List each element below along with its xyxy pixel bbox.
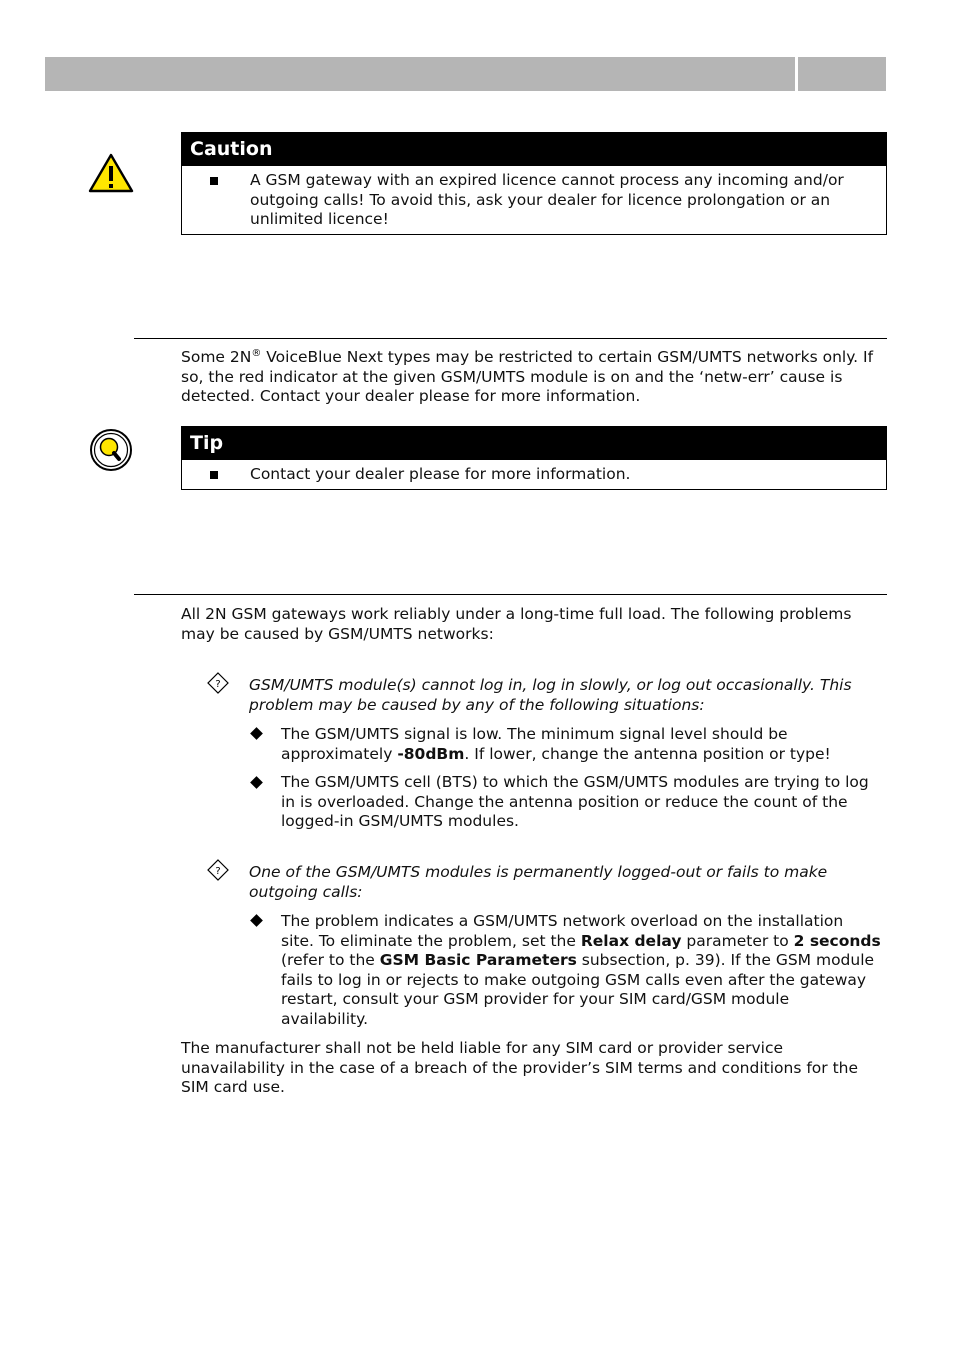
liability-paragraph: The manufacturer shall not be held liable for any SIM card or provider service unavailability in the case of a breach of the provider’s SIM terms and conditions for the SIM card use. — [181, 1039, 859, 1097]
square-bullet-icon — [210, 471, 218, 479]
warning-triangle-icon — [88, 153, 134, 193]
problem-1-cause-signal: The GSM/UMTS signal is low. The minimum signal level should be approximately -80dBm. If lower, change the antenna position or type! — [281, 725, 831, 763]
square-bullet-icon — [210, 177, 218, 185]
section-divider — [134, 594, 887, 595]
tip-text: Contact your dealer please for more information. — [250, 465, 631, 483]
network-restriction-paragraph: Some 2N® VoiceBlue Next types may be restricted to certain GSM/UMTS networks only. If so, the red indicator at the given GSM/UMTS module is on and the ‘netw-err’ cause is detected. Contact your dealer please for more information. — [181, 348, 874, 406]
lightbulb-icon — [89, 428, 133, 472]
caution-text: A GSM gateway with an expired licence cannot process any incoming and/or outgoing calls! To avoid this, ask your dealer for licence prolongation or an unlimited licence! — [250, 171, 844, 229]
header-page-box — [798, 57, 886, 91]
caution-title: Caution — [182, 133, 886, 166]
question-diamond-icon — [207, 672, 229, 694]
diamond-bullet-icon — [250, 727, 263, 740]
diamond-bullet-icon — [250, 914, 263, 927]
problem-2-question: One of the GSM/UMTS modules is permanently logged-out or fails to make outgoing calls: — [249, 863, 828, 901]
problem-1-cause-overload: The GSM/UMTS cell (BTS) to which the GSM/UMTS modules are trying to log in is overloaded. Change the antenna position or reduce the count of the logged-in GSM/UMTS modules. — [281, 773, 869, 831]
problem-2-cause: The problem indicates a GSM/UMTS network overload on the installation site. To eliminate the problem, set the Relax delay parameter to 2 seconds (refer to the GSM Basic Parameters subsection, p. 39). If the GSM module fails to log in or rejects to make outgoing GSM calls even after the gateway restart, consult your GSM provider for your SIM card/GSM module availability. — [281, 912, 881, 1028]
svg-text:?: ? — [215, 866, 221, 877]
svg-text:?: ? — [215, 679, 221, 690]
network-problems-intro: All 2N GSM gateways work reliably under a long-time full load. The following problems may be caused by GSM/UMTS networks: — [181, 605, 852, 643]
diamond-bullet-icon — [250, 776, 263, 789]
caution-box — [181, 132, 887, 235]
tip-box — [181, 426, 887, 490]
tip-title: Tip — [182, 427, 886, 460]
header-bar — [45, 57, 795, 91]
problem-1-question: GSM/UMTS module(s) cannot log in, log in slowly, or log out occasionally. This problem may be caused by any of the following situations: — [249, 676, 852, 714]
question-diamond-icon — [207, 859, 229, 881]
section-divider — [134, 338, 887, 339]
